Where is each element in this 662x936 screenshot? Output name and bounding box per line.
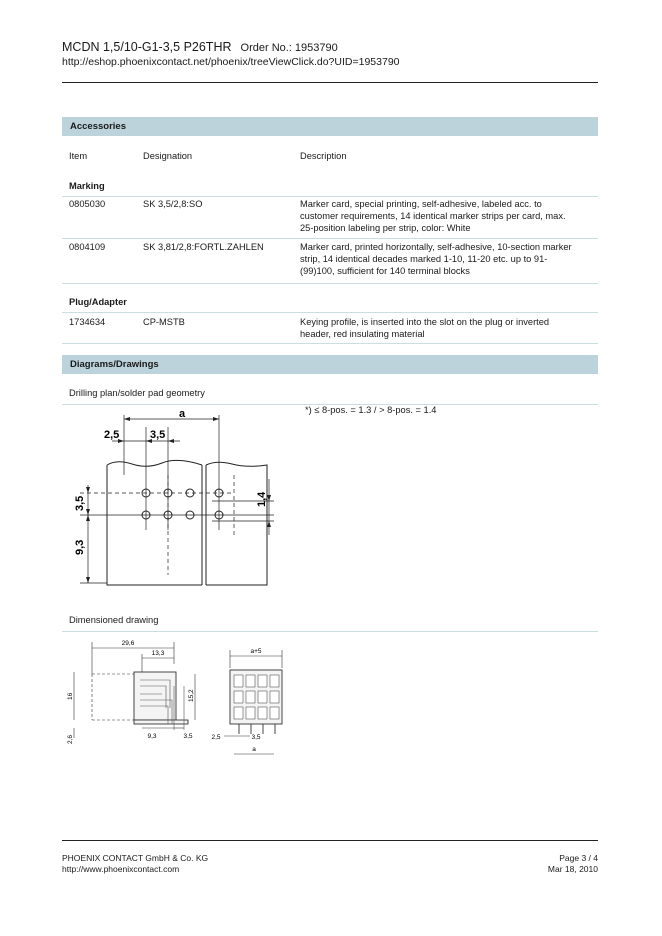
item-number: 0805030 — [69, 199, 106, 209]
group-plug-adapter-heading: Plug/Adapter — [69, 297, 127, 307]
item-description: Marker card, special printing, self-adhesive, labeled acc. to customer requirements, 14 identical marker strips per card, max. 25-position labeling per strip, color: White — [300, 199, 566, 233]
product-name: MCDN 1,5/10-G1-3,5 P26THR — [62, 40, 232, 54]
drilling-plan-caption: Drilling plan/solder pad geometry — [69, 388, 205, 398]
dim-3-5-left-label: 3,5 — [74, 495, 86, 511]
dim-16-label: 16 — [67, 692, 74, 700]
dim-9-3-label: 9,3 — [74, 539, 86, 555]
dim-29-6-label: 29,6 — [121, 640, 135, 647]
footer-company: PHOENIX CONTACT GmbH & Co. KG — [62, 853, 209, 863]
diagrams-section-header: Diagrams/Drawings — [62, 355, 598, 374]
dim-3-5-front-label: 3,5 — [251, 734, 261, 741]
header-divider — [62, 82, 598, 83]
order-number: Order No.: 1953790 — [240, 42, 338, 54]
item-number: 0804109 — [69, 242, 106, 252]
dim-9-3-side-label: 9,3 — [147, 733, 157, 740]
dim-2-5-front-label: 2,5 — [211, 734, 221, 741]
dim-2-5-label: 2,5 — [104, 429, 120, 441]
dim-a-plus-5-label: a+5 — [250, 648, 262, 655]
row-divider — [62, 312, 598, 313]
footer-website[interactable]: http://www.phoenixcontact.com — [62, 864, 180, 874]
row-divider — [62, 283, 598, 284]
dim-3-5-top-label: 3,5 — [150, 429, 166, 441]
footer-divider — [62, 840, 598, 841]
row-divider — [62, 343, 598, 344]
item-description: Marker card, printed horizontally, self-adhesive, 10-section marker strip, 14 identical decades marked 1-10, 11-20 etc. up to 91- (99)100, sufficient for 140 terminal blocks — [300, 242, 572, 276]
dim-1-4-label: 1,4 — [256, 491, 268, 507]
caption-divider — [62, 631, 598, 632]
dimensioned-front-view — [206, 642, 296, 762]
item-number: 1734634 — [69, 317, 106, 327]
dim-a-label: a — [179, 408, 186, 420]
dim-2-6-label: 2,6 — [67, 734, 74, 744]
dim-a-front-label: a — [252, 746, 256, 753]
dim-3-5-side-label: 3,5 — [183, 733, 193, 740]
product-url[interactable]: http://eshop.phoenixcontact.net/phoenix/treeViewClick.do?UID=1953790 — [62, 56, 400, 68]
item-description: Keying profile, is inserted into the slot on the plug or inverted header, red insulating material — [300, 317, 550, 339]
col-header-item: Item — [69, 151, 88, 161]
item-designation: SK 3,81/2,8:FORTL.ZAHLEN — [143, 242, 264, 252]
page-title — [62, 40, 338, 54]
item-designation: CP-MSTB — [143, 317, 185, 327]
drilling-plan-note: *) ≤ 8-pos. = 1.3 / > 8-pos. = 1.4 — [305, 405, 437, 415]
item-designation: SK 3,5/2,8:SO — [143, 199, 203, 209]
dimensioned-drawing-caption: Dimensioned drawing — [69, 615, 159, 625]
col-header-description: Description — [300, 151, 347, 161]
row-divider — [62, 196, 598, 197]
col-header-designation: Designation — [143, 151, 193, 161]
drilling-plan-drawing — [62, 405, 292, 595]
accessories-section-header: Accessories — [62, 117, 598, 136]
row-divider — [62, 238, 598, 239]
dim-13-3-label: 13,3 — [151, 650, 165, 657]
group-marking-heading: Marking — [69, 181, 105, 191]
footer-date: Mar 18, 2010 — [547, 864, 598, 874]
dim-15-2-label: 15,2 — [188, 689, 195, 702]
dimensioned-side-view — [62, 634, 212, 754]
footer-page-number: Page 3 / 4 — [559, 853, 598, 863]
